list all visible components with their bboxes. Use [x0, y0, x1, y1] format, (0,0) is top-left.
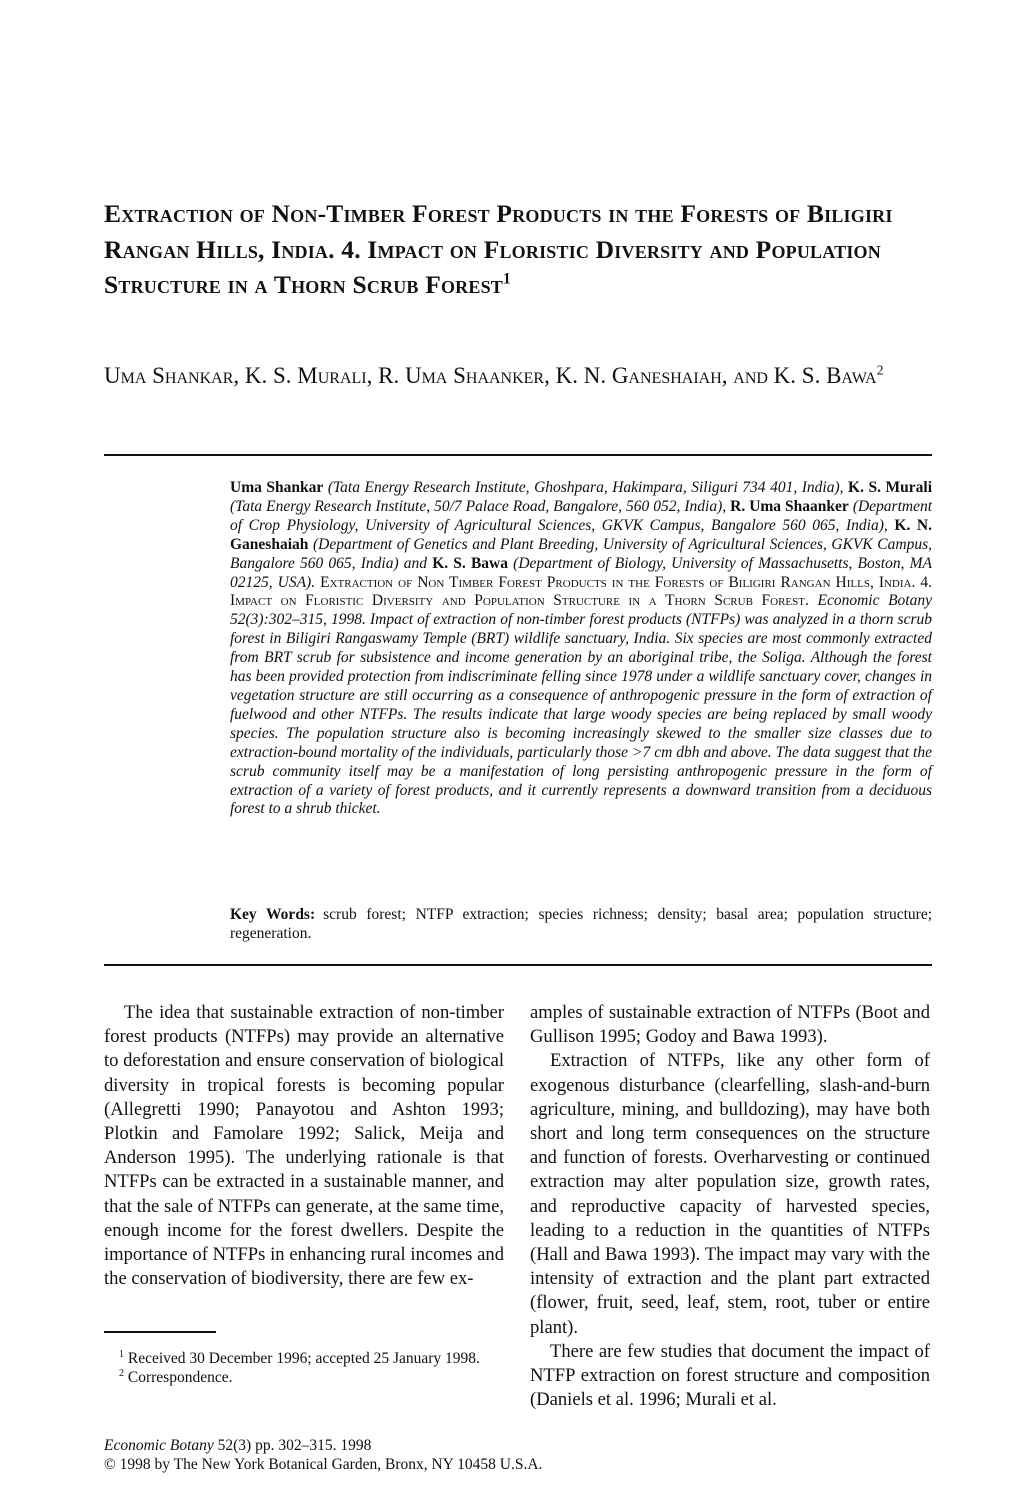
abstract-affil-1: (Tata Energy Research Institute, Ghoshpara, Hakimpara, Siliguri 734 401, India),: [327, 479, 844, 496]
key-words-label: Key Words:: [230, 906, 316, 923]
journal-name: Economic Botany: [104, 1437, 214, 1454]
abstract-affil-4: (Department of Genetics and Plant Breeding, University of Agricultural Sciences, GKVK Campus, Bangalore 560 065, India): [230, 535, 932, 572]
body-column-right: [530, 1001, 930, 1412]
footnote-1-marker: 1: [119, 1348, 124, 1360]
abstract-body: Economic Botany 52(3):302–315, 1998. Impact of extraction of non-timber forest products (NTFPs) was analyzed in a thorn scrub forest in Biligiri Rangaswamy Temple (BRT) wildlife sanctuary, India. Six species are most commonly extracted from BRT scrub for subsistence and income generation by an aboriginal tribe, the Soliga. Although the forest has been provided protection from indiscriminate felling since 1978 under a wildlife sanctuary cover, changes in vegetation structure are still occurring as a consequence of anthropogenic pressure in the form of extraction of fuelwood and other NTFPs. The results indicate that large woody species are being replaced by small woody species. The population structure also is becoming increasingly skewed to the smaller size classes due to extraction-bound mortality of the individuals, particularly those >7 cm dbh and above. The data suggest that the scrub community itself may be a manifestation of long persisting anthropogenic pressure in the form of extraction of a variety of forest products, and it currently represents a downward transition from a deciduous forest to a shrub thicket.: [230, 592, 932, 818]
journal-citation: [104, 1436, 804, 1455]
abstract-affil-2: (Tata Energy Research Institute, 50/7 Palace Road, Bangalore, 560 052, India),: [230, 497, 727, 515]
footnote-1: [104, 1350, 504, 1369]
title-footnote-marker: 1: [503, 270, 511, 288]
article-title-text: Extraction of Non-Timber Forest Products in the Forests of Biligiri Rangan Hills, India. 4. Impact on Floristic Diversity and Population Structure in a Thorn Scrub Forest: [104, 199, 893, 299]
abstract-author-4: K. N. Ganeshaiah: [230, 516, 932, 553]
abstract: [230, 479, 932, 819]
footnote-2: [104, 1369, 504, 1388]
footnotes: [104, 1350, 504, 1387]
author-list: [104, 359, 944, 392]
body-paragraph: Extraction of NTFPs, like any other form of exogenous disturbance (clearfelling, slash-and-burn agriculture, mining, and bulldozing), may have both short and long term consequences on the structure and function of forests. Overharvesting or continued extraction may alter population size, growth rates, and reproductive capacity of harvested species, leading to a reduction in the quantities of NTFPs (Hall and Bawa 1993). The impact may vary with the intensity of extraction and the plant part extracted (flower, fruit, seed, leaf, stem, root, tuber or entire plant).: [530, 1050, 930, 1338]
key-words: [230, 906, 932, 944]
author-list-text: Uma Shankar, K. S. Murali, R. Uma Shaanker, K. N. Ganeshaiah, and K. S. Bawa: [104, 363, 877, 388]
footnote-2-text: Correspondence.: [127, 1368, 233, 1386]
abstract-author-2: K. S. Murali: [848, 479, 933, 496]
abstract-title-repeat: Extraction of Non Timber Forest Products in the Forests of Biligiri Rangan Hills, India. 4. Impact on Floristic Diversity and Population Structure in a Thorn Scrub Forest.: [230, 573, 932, 610]
abstract-author-3: R. Uma Shaanker: [730, 497, 849, 515]
body-column-left: [104, 1001, 504, 1291]
body-paragraph: There are few studies that document the impact of NTFP extraction on forest structure and composition (Daniels et al. 1996; Murali et al.: [530, 1340, 930, 1411]
abstract-affil-5: (Department of Biology, University of Massachusetts, Boston, MA 02125, USA).: [230, 554, 933, 591]
abstract-author-5: K. S. Bawa: [432, 554, 508, 572]
footnote-rule: [104, 1331, 216, 1333]
article-title: [104, 196, 944, 303]
footnote-2-marker: 2: [119, 1367, 124, 1379]
abstract-and: and: [403, 554, 428, 572]
body-paragraph: amples of sustainable extraction of NTFPs (Boot and Gullison 1995; Godoy and Bawa 1993).: [530, 1002, 930, 1048]
abstract-author-1: Uma Shankar: [230, 479, 324, 496]
abstract-top-rule: [104, 454, 932, 456]
page-footer: [104, 1436, 804, 1474]
citation-details: 52(3) pp. 302–315. 1998: [217, 1437, 372, 1454]
footnote-1-text: Received 30 December 1996; accepted 25 January 1998.: [127, 1350, 480, 1367]
abstract-affil-3: (Department of Crop Physiology, University of Agricultural Sciences, GKVK Campus, Bangalore 560 065, India),: [230, 497, 933, 534]
key-words-text: scrub forest; NTFP extraction; species richness; density; basal area; population structure; regeneration.: [230, 906, 933, 942]
authors-footnote-marker: 2: [876, 362, 884, 378]
abstract-bottom-rule: [104, 964, 932, 966]
body-paragraph: The idea that sustainable extraction of non-timber forest products (NTFPs) may provide an alternative to deforestation and ensure conservation of biological diversity in tropical forests is becoming popular (Allegretti 1990; Panayotou and Ashton 1993; Plotkin and Famolare 1992; Salick, Meija and Anderson 1995). The underlying rationale is that NTFPs can be extracted in a sustainable manner, and that the sale of NTFPs can generate, at the same time, enough income for the forest dwellers. Despite the importance of NTFPs in enhancing rural incomes and the conservation of biodiversity, there are few ex-: [104, 1002, 504, 1290]
copyright-line: © 1998 by The New York Botanical Garden, Bronx, NY 10458 U.S.A.: [104, 1456, 543, 1473]
